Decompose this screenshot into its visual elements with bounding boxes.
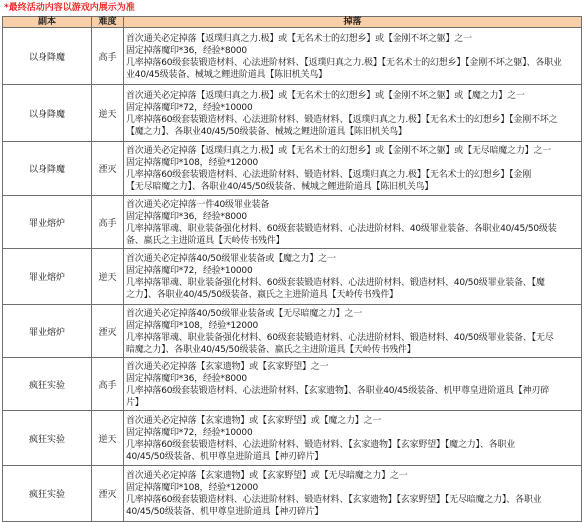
- difficulty-label: 湮灭: [92, 466, 124, 522]
- drop-line: 几率掉落60级套装锻造材料、心法进阶材料、锻造材料、【返璞归真之力.极】【无名术士的幻想乡】【金刚: [126, 170, 532, 180]
- header-difficulty: 难度: [92, 17, 124, 28]
- difficulty-label: 高手: [92, 196, 124, 249]
- drop-line: 【无尽暗魔之力】、各职业40/45/50级装备、械城之鲤进阶道具【陈旧机关鸟】: [126, 182, 434, 192]
- drop-line: 【魔之力】、各职业40/45/50级装备、械城之鲤进阶道具【陈旧机关鸟】: [126, 126, 407, 137]
- drop-line: 首次通关必定掉落【返璞归真之力.极】或【无名术士的幻想乡】或【金刚不坏之躯】之一: [126, 33, 472, 44]
- drop-line: 首次通关必定掉落【返璞归真之力.极】或【无名术士的幻想乡】或【金刚不坏之躯】或【魔之力】之一: [126, 90, 525, 101]
- drop-line: 几率掉落60级套装锻造材料、心法进阶材料、【玄家遗物】、各职业40/45级装备、机甲尊皇进阶道具【神刃碎: [126, 385, 549, 396]
- difficulty-label: 逆天: [92, 411, 124, 466]
- drop-line: 固定掉落魔印*36，经验*8000: [126, 211, 247, 222]
- drop-line: 40/45/50级装备、机甲尊皇进阶道具【神刃碎片】: [126, 507, 324, 517]
- difficulty-label: 湮灭: [92, 305, 124, 358]
- table-header-row: [3, 17, 582, 28]
- dungeon-name: 疯狂实验: [3, 358, 92, 411]
- difficulty-label: 逆天: [92, 85, 124, 142]
- drop-line: 几率掉落罪魂、职业装备强化材料、60级套装锻造材料、心法进阶材料、40级罪业装备、各职业40/45/50级装: [126, 223, 557, 234]
- drop-description: [124, 411, 582, 466]
- drop-line: 几率掉落罪魂、职业装备强化材料、60级套装锻造材料、心法进阶材料、锻造材料、40/50级罪业装备、【无尽: [126, 332, 554, 343]
- table-row: [3, 249, 582, 305]
- difficulty-label: 高手: [92, 358, 124, 411]
- drop-line: 40/45/50级装备、机甲尊皇进阶道具【神刃碎片】: [126, 451, 324, 462]
- table-row: [3, 85, 582, 142]
- drop-line: 首次通关必定掉落【玄家遗物】或【玄家野望】或【魔之力】之一: [126, 415, 382, 426]
- drop-description: [124, 358, 582, 411]
- drop-line: 暗魔之力】、各职业40/45/50级装备、嬴氏之主进阶道具【天岭传书残件】: [126, 344, 416, 355]
- drop-line: 之力】、各职业40/45/50级装备、嬴氏之主进阶道具【天岭传书残件】: [126, 290, 398, 300]
- drop-line: 固定掉落魔印*108，经验*12000: [126, 483, 259, 493]
- drop-line: 几率掉落60级套装锻造材料、心法进阶材料、锻造材料、【返璞归真之力.极】【无名术士的幻想乡】【金刚不坏之: [126, 114, 558, 125]
- difficulty-label: 逆天: [92, 249, 124, 305]
- drop-line: 固定掉落魔印*36，经验*8000: [126, 373, 247, 384]
- drop-line: 几率掉落罪魂、职业装备强化材料、60级套装锻造材料、心法进阶材料、锻造材料、40/50级罪业装备、【魔: [126, 278, 545, 288]
- drop-line: 首次通关必定掉落【玄家遗物】或【玄家野望】之一: [126, 361, 329, 372]
- table-row: [3, 142, 582, 196]
- drop-line: 首次通关必定掉落一件40级罪业装备: [126, 199, 270, 210]
- dungeon-name: 疯狂实验: [3, 466, 92, 522]
- drop-line: 固定掉落魔印*72，经验*10000: [126, 266, 253, 276]
- dungeon-name: 以身降魔: [3, 85, 92, 142]
- table-row: [3, 466, 582, 522]
- dungeon-name: 以身降魔: [3, 28, 92, 85]
- dungeon-name: 疯狂实验: [3, 411, 92, 466]
- dungeon-name: 罪业熔炉: [3, 305, 92, 358]
- drop-line: 首次通关必定掉落40/50级罪业装备或【魔之力】之一: [126, 254, 336, 264]
- table-row: [3, 305, 582, 358]
- header-dungeon: 副本: [3, 17, 92, 28]
- drop-line: 首次通关必定掉落40/50级罪业装备或【无尽暗魔之力】之一: [126, 308, 363, 319]
- drop-table: [2, 16, 582, 522]
- drop-line: 备、嬴氏之主进阶道具【天岭传书残件】: [126, 235, 285, 246]
- drop-line: 首次通关必定掉落【返璞归真之力.极】或【无名术士的幻想乡】或【金刚不坏之躯】或【无尽暗魔之力】之一: [126, 146, 552, 156]
- table-row: [3, 196, 582, 249]
- dungeon-name: 罪业熔炉: [3, 249, 92, 305]
- drop-line: 首次通关必定掉落【玄家遗物】或【玄家野望】或【无尽暗魔之力】之一: [126, 471, 408, 481]
- table-row: [3, 411, 582, 466]
- drop-description: [124, 196, 582, 249]
- drop-description: [124, 28, 582, 85]
- drop-line: 片】: [126, 397, 144, 408]
- drop-line: 业40/45级装备、械城之鲤进阶道具【陈旧机关鸟】: [126, 69, 327, 80]
- drop-line: 几率掉落60级套装锻造材料、心法进阶材料、锻造材料、【玄家遗物】【玄家野望】【魔之力】、各职业: [126, 439, 516, 450]
- drop-line: 几率掉落60级套装锻造材料、心法进阶材料、锻造材料、【玄家遗物】【玄家野望】【无尽暗魔之力】、各职业: [126, 495, 542, 505]
- drop-line: 固定掉落魔印*72，经验*10000: [126, 102, 253, 113]
- drop-description: [124, 466, 582, 522]
- dungeon-name: 以身降魔: [3, 142, 92, 196]
- drop-description: [124, 249, 582, 305]
- drop-line: 固定掉落魔印*36，经验*8000: [126, 45, 247, 56]
- drop-line: 几率掉落60级套装锻造材料、心法进阶材料、【返璞归真之力.极】【无名术士的幻想乡】【金刚不坏之躯】、各职业: [126, 57, 562, 68]
- drop-line: 固定掉落魔印*108，经验*12000: [126, 158, 259, 168]
- header-drops: 掉落: [124, 17, 582, 28]
- dungeon-name: 罪业熔炉: [3, 196, 92, 249]
- drop-line: 固定掉落魔印*72，经验*10000: [126, 427, 253, 438]
- table-row: [3, 358, 582, 411]
- drop-description: [124, 85, 582, 142]
- drop-description: [124, 305, 582, 358]
- difficulty-label: 湮灭: [92, 142, 124, 196]
- drop-line: 固定掉落魔印*108，经验*12000: [126, 320, 259, 331]
- drop-description: [124, 142, 582, 196]
- notice-text: *最终活动内容以游戏内展示为准: [4, 3, 135, 13]
- table-row: [3, 28, 582, 85]
- difficulty-label: 高手: [92, 28, 124, 85]
